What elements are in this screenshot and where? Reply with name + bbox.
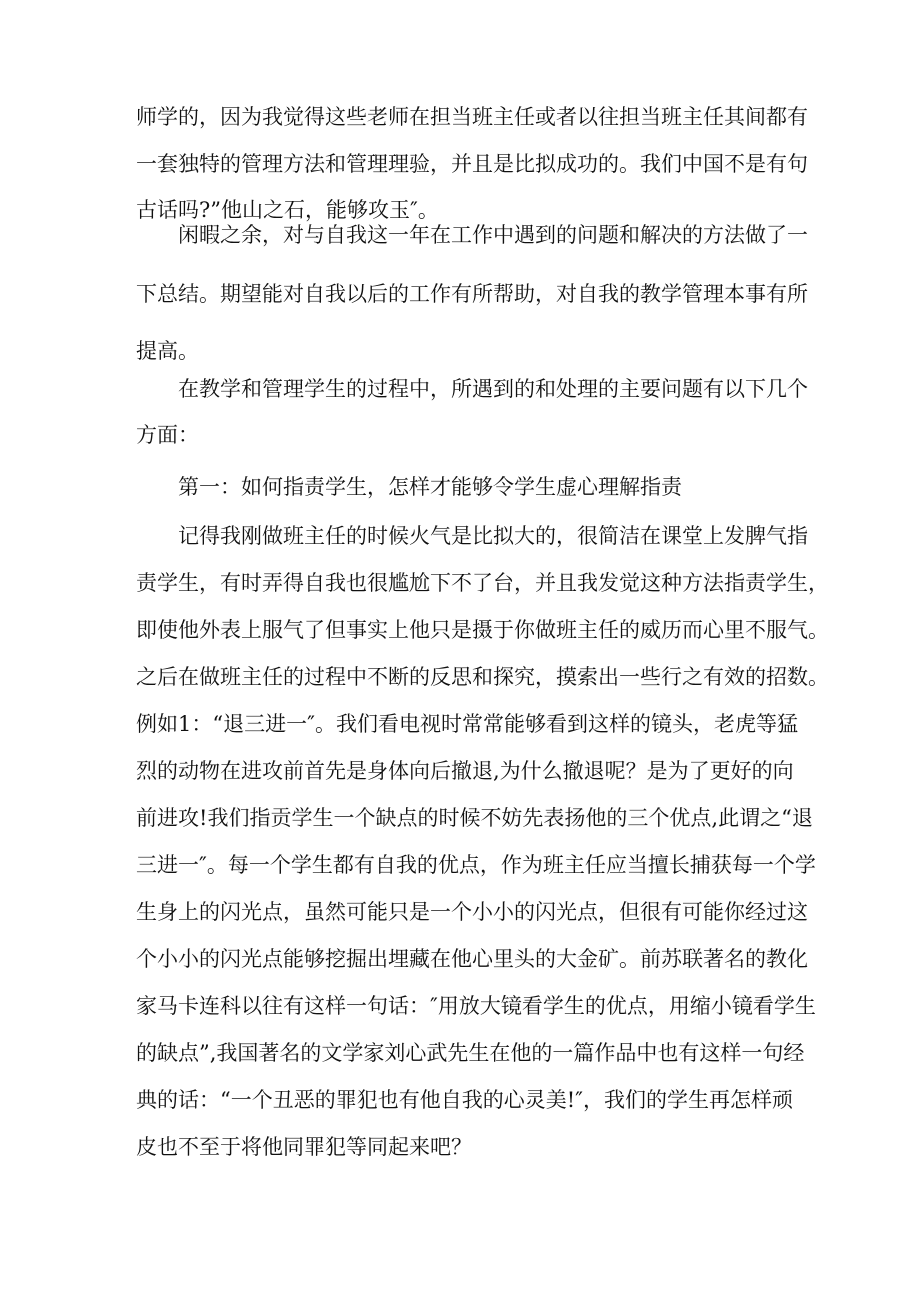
text-line: 记得我刚做班主任的时候火气是比拟大的，很简洁在课堂上发脾气指 [178,524,808,548]
text-line: 一套独特的管理方法和管理理验，并且是比拟成功的。我们中国不是有句 [136,152,808,176]
text-line: 三进一″。每一个学生都有自我的优点，作为班主任应当擅长捕获每一个学 [136,853,816,877]
text-line: 之后在做班主任的过程中不断的反思和探究，摸索出一些行之有效的招数。 [136,665,829,689]
text-line: 闲暇之余，对与自我这一年在工作中遇到的问题和解决的方法做了一 [178,223,808,247]
text-line: 生身上的闪光点，虽然可能只是一个小小的闪光点，但很有可能你经过这 [136,900,808,924]
text-line: 即使他外表上服气了但事实上他只是摄于你做班主任的威历而心里不服气。 [136,618,829,642]
text-line: 责学生，有时弄得自我也很尴尬下不了台，并且我发觉这种方法指责学生， [136,571,829,595]
text-line: 在教学和管理学生的过程中，所遇到的和处理的主要问题有以下几个 [178,377,808,401]
text-line: 皮也不至于将他同罪犯等同起来吧？ [136,1135,472,1159]
text-line: 典的话：“一个丑恶的罪犯也有他自我的心灵美!″，我们的学生再怎样顽 [136,1088,794,1112]
text-line: 提高。 [136,339,199,363]
text-line: 的缺点”,我国著名的文学家刘心武先生在他的一篇作品中也有这样一句经 [136,1041,805,1065]
text-line: 个小小的闪光点能够挖掘出埋藏在他心里头的大金矿。前苏联著名的教化 [136,947,808,971]
text-line: 烈的动物在进攻前首先是身体向后撤退,为什么撤退呢？是为了更好的向 [136,759,794,783]
text-line: 前进攻!我们指贡学生一个缺点的时候不妨先表扬他的三个优点,此谓之“退 [136,806,813,830]
text-line: 例如1：“退三进一″。我们看电视时常常能够看到这样的镜头，老虎等猛 [136,712,798,736]
text-line: 方面： [136,423,199,447]
text-line: 下总结。期望能对自我以后的工作有所帮助，对自我的教学管理本事有所 [136,282,808,306]
text-line: 师学的，因为我觉得这些老师在担当班主任或者以往担当班主任其间都有 [136,105,808,129]
section-heading: 第一：如何指责学生，怎样才能够令学生虚心理解指责 [178,475,682,499]
text-line: 古话吗?”他山之石，能够攻玉″。 [136,198,439,222]
text-line: 家马卡连科以往有这样一句话：″用放大镜看学生的优点，用缩小镜看学生 [136,994,816,1018]
